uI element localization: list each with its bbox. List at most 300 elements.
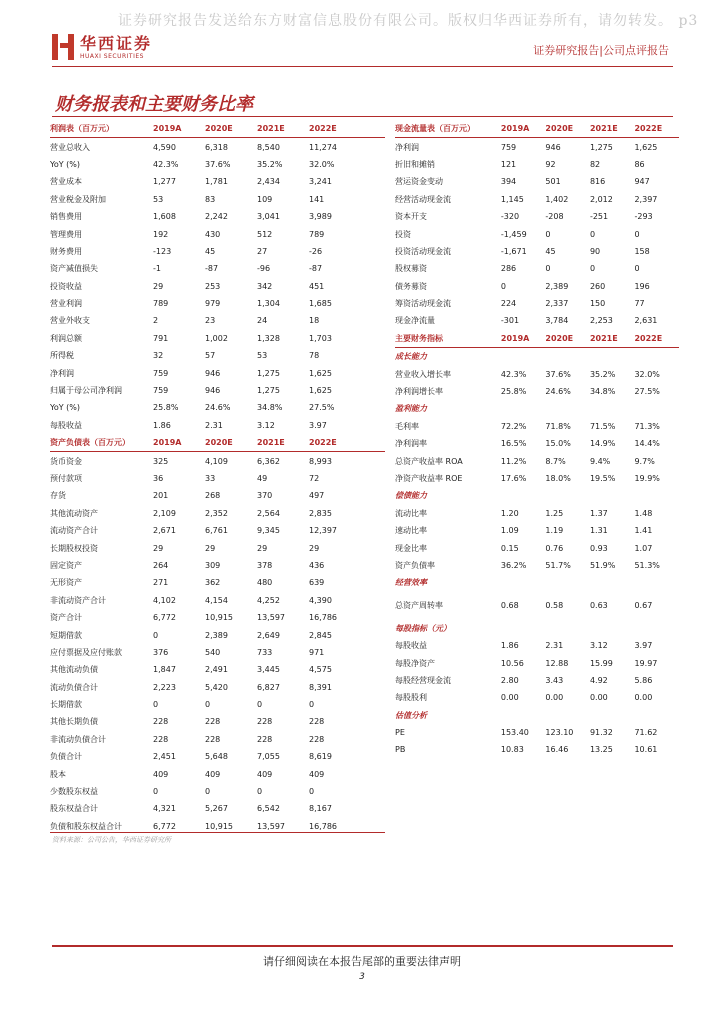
cell-value: 2,564: [257, 508, 280, 518]
cell-value: 451: [309, 281, 325, 291]
cell-value: 71.5%: [589, 421, 616, 431]
cell-value: 2,649: [257, 630, 280, 640]
table-row: [50, 644, 385, 661]
row-label: 盈利能力: [395, 404, 427, 414]
row-label: 投资收益: [50, 281, 82, 291]
table-row: [50, 505, 385, 522]
table-row: [50, 208, 385, 225]
cell-value: 1,277: [153, 177, 176, 187]
cell-value: 37.6%: [545, 369, 571, 379]
company-logo: [52, 34, 152, 60]
cell-value: 947: [634, 177, 650, 187]
cell-value: 2020E: [545, 333, 574, 343]
cell-value: 789: [309, 229, 325, 239]
row-label: 利润表（百万元）: [50, 124, 114, 134]
cell-value: 77: [634, 299, 645, 309]
cell-value: 1.31: [589, 526, 608, 536]
table-row: [50, 679, 385, 696]
cell-value: 18: [309, 316, 320, 326]
cell-value: 0.58: [545, 601, 564, 611]
table-row: [395, 654, 679, 671]
row-label: 管理费用: [50, 229, 82, 239]
cell-value: 0: [153, 700, 159, 710]
cell-value: 13.25: [589, 745, 613, 755]
row-label: 营业利润: [50, 299, 82, 309]
cell-value: 2021E: [257, 438, 285, 448]
section-title: 财务报表和主要财务比率: [55, 94, 253, 115]
row-label: 总资产周转率: [395, 601, 443, 611]
cell-value: 1,625: [634, 142, 658, 152]
cell-value: 0: [309, 700, 315, 710]
cell-value: 71.3%: [634, 421, 660, 431]
row-label: PE: [395, 728, 405, 738]
cell-value: 1,685: [309, 299, 332, 309]
cell-value: 3,241: [309, 177, 332, 187]
row-label: 负债和股东权益合计: [50, 821, 122, 831]
row-label: 非流动资产合计: [50, 595, 106, 605]
cell-value: 971: [309, 647, 325, 657]
cell-value: -87: [309, 264, 323, 274]
row-label: 其他流动资产: [50, 508, 98, 518]
cell-value: 0.00: [500, 693, 519, 703]
table-row: [50, 156, 385, 173]
table-row: [395, 365, 679, 382]
cell-value: 286: [500, 264, 517, 274]
cell-value: 6,761: [205, 526, 228, 536]
cell-value: 0: [257, 700, 263, 710]
table-header-row: [50, 120, 385, 138]
cell-value: 791: [153, 333, 169, 343]
table-row: [50, 557, 385, 574]
category-row: [395, 707, 679, 724]
cell-value: 0.93: [589, 543, 608, 553]
cell-value: 2020E: [205, 438, 233, 448]
row-label: 筹资活动现金流: [395, 299, 451, 309]
cell-value: 8,619: [309, 752, 332, 762]
row-label: 其他流动负债: [50, 665, 98, 675]
cell-value: 2022E: [309, 438, 337, 448]
cell-value: 2,242: [205, 212, 228, 222]
table-header-row: [395, 120, 679, 138]
cell-value: 153.40: [500, 728, 529, 738]
cell-value: 37.6%: [205, 159, 231, 169]
table-row: [50, 295, 385, 312]
row-label: YoY (%): [50, 403, 80, 413]
cell-value: 2019A: [153, 438, 182, 448]
cell-value: 14.9%: [589, 439, 616, 449]
cell-value: 10,915: [205, 613, 233, 623]
row-label: 净利润: [395, 142, 419, 152]
row-label: 每股股利: [395, 693, 427, 703]
cell-value: 260: [589, 281, 606, 291]
cell-value: 2021E: [257, 124, 285, 134]
table-row: [395, 295, 679, 312]
row-label: 股本: [50, 769, 66, 779]
cell-value: 0.76: [545, 543, 564, 553]
cell-value: 1,402: [545, 194, 569, 204]
table-row: [50, 713, 385, 730]
cell-value: 29: [153, 281, 164, 291]
row-label: 营业外收支: [50, 316, 90, 326]
cell-value: 24: [257, 316, 268, 326]
table-row: [395, 741, 679, 758]
cell-value: 123.10: [545, 728, 574, 738]
row-label: 无形资产: [50, 578, 82, 588]
cell-value: 378: [257, 560, 273, 570]
row-label: 现金流量表（百万元）: [395, 124, 475, 134]
cell-value: 0.00: [545, 693, 564, 703]
row-label: 销售费用: [50, 212, 82, 222]
cell-value: 0: [589, 264, 596, 274]
financial-statements-table: [50, 120, 385, 835]
cell-value: 36.2%: [500, 560, 527, 570]
table-row: [395, 470, 679, 487]
cell-value: 2022E: [634, 124, 663, 134]
data-source: 资料来源：公司公告，华西证券研究所: [52, 836, 171, 844]
cell-value: 57: [205, 351, 216, 361]
cell-value: 196: [634, 281, 650, 291]
row-label: 应付票据及应付账款: [50, 647, 122, 657]
cell-value: 12,397: [309, 526, 337, 536]
row-label: 流动比率: [395, 508, 427, 518]
cell-value: -26: [309, 246, 323, 256]
cell-value: 5,267: [205, 804, 228, 814]
cell-value: 13,597: [257, 613, 285, 623]
cell-value: 0: [545, 264, 551, 274]
cell-value: 18.0%: [545, 474, 571, 483]
cell-value: -208: [545, 212, 564, 222]
cell-value: 4,575: [309, 665, 332, 675]
cell-value: 639: [309, 578, 325, 588]
cell-value: 1.20: [500, 508, 519, 518]
cell-value: 6,542: [257, 804, 280, 814]
cell-value: 1.25: [545, 508, 564, 518]
row-label: 流动负债合计: [50, 682, 98, 692]
cell-value: 362: [205, 578, 221, 588]
row-label: 速动比率: [395, 526, 427, 536]
cell-value: 2,223: [153, 682, 176, 692]
row-label: 经营效率: [395, 578, 427, 588]
cell-value: 2020E: [545, 124, 574, 134]
cell-value: 2,337: [545, 299, 569, 309]
cell-value: 2,397: [634, 194, 658, 204]
table-row: [50, 522, 385, 539]
cell-value: 2,012: [589, 194, 613, 204]
cell-value: 141: [309, 194, 325, 204]
row-label: 资产合计: [50, 613, 82, 623]
cell-value: 5,420: [205, 682, 228, 692]
cell-value: 82: [589, 159, 601, 169]
table-row: [395, 539, 679, 556]
legal-notice: 请仔细阅读在本报告尾部的重要法律声明: [263, 955, 461, 968]
table-row: [50, 800, 385, 817]
row-label: 营业税金及附加: [50, 194, 106, 204]
table-row: [50, 382, 385, 399]
cell-value: 23: [205, 316, 216, 326]
row-label: PB: [395, 745, 406, 755]
cell-value: 51.3%: [634, 560, 660, 570]
cell-value: 2,109: [153, 508, 176, 518]
cell-value: 29: [257, 543, 268, 553]
row-label: 货币资金: [50, 456, 82, 466]
cell-value: 27.5%: [309, 403, 335, 413]
table-row: [395, 724, 679, 741]
row-label: 估值分析: [395, 710, 427, 720]
row-label: 其他长期负债: [50, 717, 98, 727]
row-label: 预付款项: [50, 474, 82, 483]
cell-value: 0: [205, 787, 211, 797]
row-label: 债务募资: [395, 281, 427, 291]
cell-value: 6,772: [153, 821, 176, 831]
cell-value: 17.6%: [500, 474, 527, 483]
cell-value: 34.8%: [589, 387, 616, 397]
cell-value: 4,321: [153, 804, 176, 814]
cell-value: 1.86: [500, 641, 519, 651]
cell-value: 49: [257, 474, 268, 483]
row-label: 营业总收入: [50, 142, 90, 152]
cell-value: 0.00: [634, 693, 653, 703]
logo-text-en: HUAXI SECURITIES: [80, 52, 144, 60]
row-label: 资本开支: [395, 212, 427, 222]
cell-value: 309: [205, 560, 221, 570]
cell-value: 34.8%: [257, 403, 283, 413]
cell-value: 90: [589, 246, 601, 256]
cell-value: 733: [257, 647, 273, 657]
cell-value: 25.8%: [153, 403, 179, 413]
row-label: 营业收入增长率: [395, 369, 451, 379]
cell-value: -320: [500, 212, 520, 222]
cell-value: 228: [205, 734, 221, 744]
cell-value: 394: [500, 177, 517, 187]
cell-value: -293: [634, 212, 653, 222]
cell-value: 0.68: [500, 601, 519, 611]
cell-value: 228: [153, 734, 169, 744]
cell-value: 0: [500, 281, 506, 291]
cell-value: 78: [309, 351, 320, 361]
cell-value: 1,608: [153, 212, 176, 222]
cell-value: 33: [205, 474, 216, 483]
cell-value: 16.5%: [500, 439, 527, 449]
cell-value: 24.6%: [545, 387, 571, 397]
row-label: 净利润: [50, 368, 74, 378]
cell-value: 1.41: [634, 526, 653, 536]
row-label: 所得税: [50, 351, 74, 361]
cell-value: 436: [309, 560, 325, 570]
cell-value: 497: [309, 491, 325, 501]
cell-value: 2019A: [500, 333, 530, 343]
cell-value: 501: [545, 177, 561, 187]
cell-value: 5.86: [634, 675, 653, 685]
cell-value: 2019A: [500, 124, 530, 134]
category-row: [395, 348, 679, 365]
cell-value: 946: [205, 368, 221, 378]
row-label: 现金净流量: [395, 316, 435, 326]
cell-value: 9,345: [257, 526, 280, 536]
cell-value: 15.99: [589, 658, 613, 668]
cell-value: 83: [205, 194, 216, 204]
table-row: [50, 452, 385, 469]
row-label: 长期借款: [50, 700, 82, 710]
cell-value: 3,041: [257, 212, 280, 222]
cell-value: 14.4%: [634, 439, 660, 449]
cell-value: 3.97: [634, 641, 653, 651]
cell-value: 342: [257, 281, 273, 291]
cell-value: 2,631: [634, 316, 658, 326]
cell-value: 8,540: [257, 142, 280, 152]
table-row: [395, 592, 679, 620]
cell-value: 3,445: [257, 665, 280, 675]
cell-value: 32: [153, 351, 164, 361]
cell-value: 29: [205, 543, 216, 553]
cell-value: 24.6%: [205, 403, 231, 413]
cell-value: 2022E: [634, 333, 663, 343]
cell-value: 816: [589, 177, 606, 187]
cell-value: 6,772: [153, 613, 176, 623]
cell-value: 35.2%: [589, 369, 616, 379]
row-label: 每股净资产: [395, 658, 435, 668]
cell-value: 2019A: [153, 124, 182, 134]
watermark: 证券研究报告发送给东方财富信息股份有限公司。版权归华西证券所有，请勿转发。 p3: [118, 13, 699, 29]
cell-value: 325: [153, 456, 169, 466]
row-label: 营运资金变动: [395, 177, 443, 187]
row-label: 总资产收益率 ROA: [395, 456, 463, 466]
cell-value: 201: [153, 491, 169, 501]
row-label: 投资活动现金流: [395, 246, 451, 256]
table-row: [50, 783, 385, 800]
cell-value: 27.5%: [634, 387, 660, 397]
row-label: 成长能力: [395, 352, 427, 362]
row-label: 偿债能力: [395, 491, 427, 501]
cell-value: 72.2%: [500, 421, 527, 431]
table-row: [395, 156, 679, 173]
cell-value: -301: [500, 316, 520, 326]
row-label: 每股收益: [395, 641, 427, 651]
cell-value: 13,597: [257, 821, 285, 831]
cell-value: -251: [589, 212, 609, 222]
cell-value: 0.67: [634, 601, 653, 611]
cell-value: 25.8%: [500, 387, 527, 397]
cell-value: 2022E: [309, 124, 337, 134]
cell-value: 158: [634, 246, 650, 256]
cell-value: 430: [205, 229, 221, 239]
table-row: [50, 225, 385, 242]
cell-value: 1,625: [309, 368, 332, 378]
table-row: [395, 191, 679, 208]
row-label: 资产负债表（百万元）: [50, 438, 130, 448]
cell-value: 3.43: [545, 675, 564, 685]
row-label: 长期股权投资: [50, 543, 98, 553]
cell-value: 4,252: [257, 595, 280, 605]
table-row: [50, 487, 385, 504]
cell-value: 32.0%: [634, 369, 660, 379]
table-row: [50, 399, 385, 416]
category-row: [395, 487, 679, 504]
table-row: [50, 260, 385, 277]
table-row: [395, 243, 679, 260]
cell-value: 3.97: [309, 420, 327, 430]
row-label: 归属于母公司净利润: [50, 386, 122, 396]
category-row: [395, 574, 679, 591]
table-row: [50, 173, 385, 190]
table-row: [395, 637, 679, 654]
cell-value: 9.4%: [589, 456, 611, 466]
table-header-row: [50, 434, 385, 452]
cell-value: 2,671: [153, 526, 176, 536]
cell-value: 2,389: [545, 281, 569, 291]
cell-value: 11,274: [309, 142, 337, 152]
cell-value: 71.8%: [545, 421, 571, 431]
cell-value: 1,275: [257, 386, 280, 396]
report-type: 证券研究报告|公司点评报告: [533, 44, 669, 57]
row-label: 非流动负债合计: [50, 734, 106, 744]
table-row: [50, 347, 385, 364]
cell-value: 271: [153, 578, 169, 588]
row-label: 股权募资: [395, 264, 427, 274]
cell-value: 0.15: [500, 543, 519, 553]
cell-value: 4.92: [589, 675, 608, 685]
cell-value: 19.5%: [589, 474, 616, 483]
cell-value: 1.48: [634, 508, 653, 518]
cell-value: 264: [153, 560, 169, 570]
table-row: [50, 626, 385, 643]
cell-value: -87: [205, 264, 219, 274]
cell-value: 51.9%: [589, 560, 616, 570]
cell-value: 6,362: [257, 456, 280, 466]
cell-value: 3,989: [309, 212, 332, 222]
table-row: [50, 243, 385, 260]
table-row: [50, 661, 385, 678]
cell-value: 1,328: [257, 333, 280, 343]
row-label: 投资: [395, 229, 411, 239]
cell-value: 2021E: [589, 124, 618, 134]
row-label: 每股经营现金流: [395, 675, 451, 685]
cell-value: 1.19: [545, 526, 564, 536]
cell-value: 1,304: [257, 299, 280, 309]
row-label: 净利润增长率: [395, 387, 443, 397]
table-row: [50, 765, 385, 782]
cell-value: 2,253: [589, 316, 613, 326]
cell-value: 42.3%: [153, 159, 179, 169]
row-label: YoY (%): [50, 159, 80, 169]
cell-value: 228: [257, 717, 273, 727]
cell-value: 10,915: [205, 821, 233, 831]
cell-value: 6,827: [257, 682, 280, 692]
cell-value: 228: [205, 717, 221, 727]
cell-value: 409: [153, 769, 169, 779]
cell-value: 759: [500, 142, 517, 152]
row-label: 股东权益合计: [50, 804, 98, 814]
row-label: 存货: [50, 491, 66, 501]
cell-value: 12.88: [545, 658, 569, 668]
row-label: 资产负债率: [395, 560, 435, 570]
table-row: [50, 417, 385, 434]
cell-value: 0: [634, 229, 640, 239]
cashflow-ratios-table: [395, 120, 679, 759]
cell-value: 2021E: [589, 333, 618, 343]
cell-value: 1,625: [309, 386, 332, 396]
cell-value: 92: [545, 159, 556, 169]
table-row: [50, 191, 385, 208]
cell-value: 0: [634, 264, 640, 274]
cell-value: 71.62: [634, 728, 658, 738]
row-label: 每股收益: [50, 420, 82, 430]
cell-value: 4,390: [309, 595, 332, 605]
row-label: 现金比率: [395, 543, 427, 553]
table-row: [395, 208, 679, 225]
cell-value: 1,275: [257, 368, 280, 378]
cell-value: 11.2%: [500, 456, 527, 466]
table-row: [395, 260, 679, 277]
